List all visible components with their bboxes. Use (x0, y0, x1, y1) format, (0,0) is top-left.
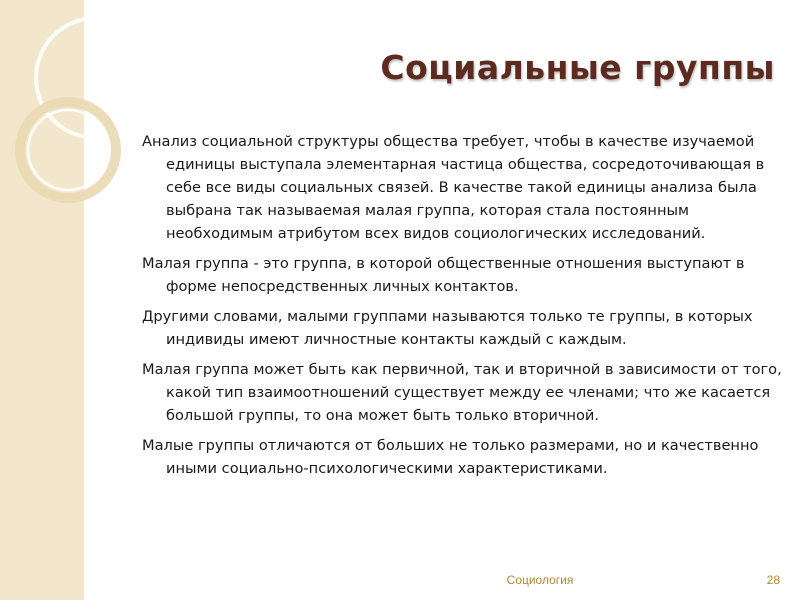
slide-body (142, 130, 782, 487)
paragraph-differences: Малые группы отличаются от больших не только размерами, но и качественно иными социально-психологическими характеристиками. (142, 437, 759, 477)
paragraph-small-group-definition: Малая группа - это группа, в которой общественные отношения выступают в форме непосредственных личных контактов. (142, 255, 745, 295)
band-edge-line (84, 0, 86, 600)
footer-subject: Социология (506, 573, 574, 587)
paragraph-primary-secondary: Малая группа может быть как первичной, так и вторичной в зависимости от того, какой тип взаимоотношений существует между ее членами; что же касается большой группы, то она может быть только вторичной. (142, 361, 782, 424)
slide-title: Социальные группы (380, 48, 775, 87)
side-decorative-band (0, 0, 86, 600)
paragraph-social-structure: Анализ социальной структуры общества требует, чтобы в качестве изучаемой единицы выступала элементарная частица общества, сосредоточивающая в себе все виды социальных связей. В качестве такой единицы анализа была выбрана так называемая малая группа, которая стала постоянным необходимым атрибутом всех видов социологических исследований. (142, 133, 765, 242)
page-number: 28 (766, 573, 780, 587)
paragraph-in-other-words: Другими словами, малыми группами называются только те группы, в которых индивиды имеют личностные контакты каждый с каждым. (142, 308, 753, 348)
